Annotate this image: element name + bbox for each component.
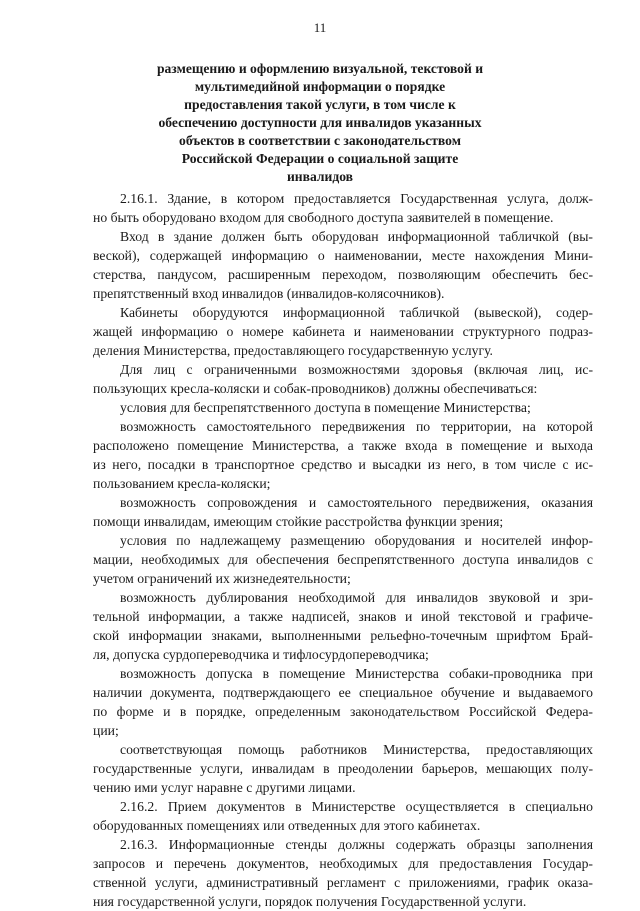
heading-line: мультимедийной информации о порядке: [194, 79, 446, 94]
text-line: возможность сопровождения и самостоятельного передвижения, оказания: [120, 495, 593, 510]
paragraph: [93, 493, 593, 531]
text-line: государственные услуги, инвалидам в преодолении барьеров, мешающих полу-: [93, 761, 593, 776]
text-line: ственной услуги, административный регламент с приложениями, график оказа-: [93, 875, 593, 890]
paragraph: [93, 360, 593, 398]
paragraph: [93, 531, 593, 588]
text-line: Для лиц с ограниченными возможностями здоровья (включая лиц, ис-: [120, 362, 593, 377]
text-line: условия для беспрепятственного доступа в помещение Министерства;: [120, 400, 531, 415]
text-line: оборудованных помещениях или отведенных для этого кабинетах.: [93, 818, 481, 833]
text-line: расположено помещение Министерства, а также входа в помещение и выхода: [93, 438, 593, 453]
text-line: стерства, пандусом, расширенным переходом, позволяющим обеспечить бес-: [93, 267, 593, 282]
paragraph: [93, 740, 593, 797]
text-line: 2.16.2. Прием документов в Министерстве осуществляется в специально: [120, 799, 593, 814]
text-line: деления Министерства, предоставляющего государственную услугу.: [93, 343, 493, 358]
paragraph: [93, 417, 593, 493]
heading-line: обеспечению доступности для инвалидов указанных: [158, 115, 482, 130]
paragraph: [93, 303, 593, 360]
text-line: ния государственной услуги, порядок получения Государственной услуги.: [93, 894, 527, 909]
text-line: тельной информации, а также надписей, знаков и иной текстовой и графиче-: [93, 609, 593, 624]
text-line: возможность дублирования необходимой для инвалидов звуковой и зри-: [120, 590, 593, 605]
text-line: возможность допуска в помещение Министерства собаки-проводника при: [120, 666, 593, 681]
text-line: соответствующая помощь работников Министерства, предоставляющих: [120, 742, 593, 757]
text-line: из него, посадки в транспортное средство и высадки из него, в том числе с ис-: [93, 457, 593, 472]
paragraph: [93, 664, 593, 740]
text-line: препятственный вход инвалидов (инвалидов-колясочников).: [93, 286, 445, 301]
text-line: учетом ограничений их жизнедеятельности;: [93, 571, 351, 586]
heading-line: предоставления такой услуги, в том числе к: [184, 97, 456, 112]
text-line: жащей информацию о номере кабинета и наименовании структурного подраз-: [93, 324, 593, 339]
paragraph: [93, 835, 593, 911]
heading-line: инвалидов: [286, 169, 354, 184]
text-line: пользующих кресла-коляски и собак-проводников) должны обеспечиваться:: [93, 381, 538, 396]
paragraph: [93, 398, 593, 417]
section-heading: [120, 60, 520, 186]
text-line: по форме и в порядке, определенным законодательством Российской Федера-: [93, 704, 593, 719]
text-line: но быть оборудовано входом для свободного доступа заявителей в помещение.: [93, 210, 554, 225]
text-line: веской), содержащей информацию о наименовании, месте нахождения Мини-: [93, 248, 593, 263]
heading-line: Российской Федерации о социальной защите: [181, 151, 459, 166]
text-line: 2.16.3. Информационные стенды должны содержать образцы заполнения: [120, 837, 593, 852]
text-line: ской информации знаками, выполненными рельефно-точечным шрифтом Брай-: [93, 628, 593, 643]
text-line: пользованием кресла-коляски;: [93, 476, 271, 491]
heading-line: размещению и оформлению визуальной, текстовой и: [156, 61, 484, 76]
text-line: мации, необходимых для обеспечения беспрепятственного доступа инвалидов с: [93, 552, 593, 567]
paragraph: [93, 227, 593, 303]
text-line: наличии документа, подтверждающего ее специальное обучение и выдаваемого: [93, 685, 593, 700]
paragraph: [93, 588, 593, 664]
text-line: Кабинеты оборудуются информационной табличкой (вывеской), содер-: [120, 305, 593, 320]
text-line: ля, допуска сурдопереводчика и тифлосурдопереводчика;: [93, 647, 429, 662]
text-line: чению ими услуг наравне с другими лицами.: [93, 780, 356, 795]
text-line: Вход в здание должен быть оборудован информационной табличкой (вы-: [120, 229, 593, 244]
paragraph: [93, 797, 593, 835]
body-text: [93, 189, 593, 911]
text-line: возможность самостоятельного передвижения по территории, на которой: [120, 419, 593, 434]
text-line: условия по надлежащему размещению оборудования и носителей инфор-: [120, 533, 593, 548]
text-line: 2.16.1. Здание, в котором предоставляется Государственная услуга, долж-: [120, 191, 593, 206]
heading-line: объектов в соответствии с законодательством: [179, 133, 461, 148]
text-line: запросов и перечень документов, необходимых для предоставления Государ-: [93, 856, 593, 871]
page-number: 11: [313, 20, 327, 35]
text-line: ции;: [93, 723, 119, 738]
text-line: помощи инвалидам, имеющим стойкие расстройства функции зрения;: [93, 514, 504, 529]
paragraph: [93, 189, 593, 227]
